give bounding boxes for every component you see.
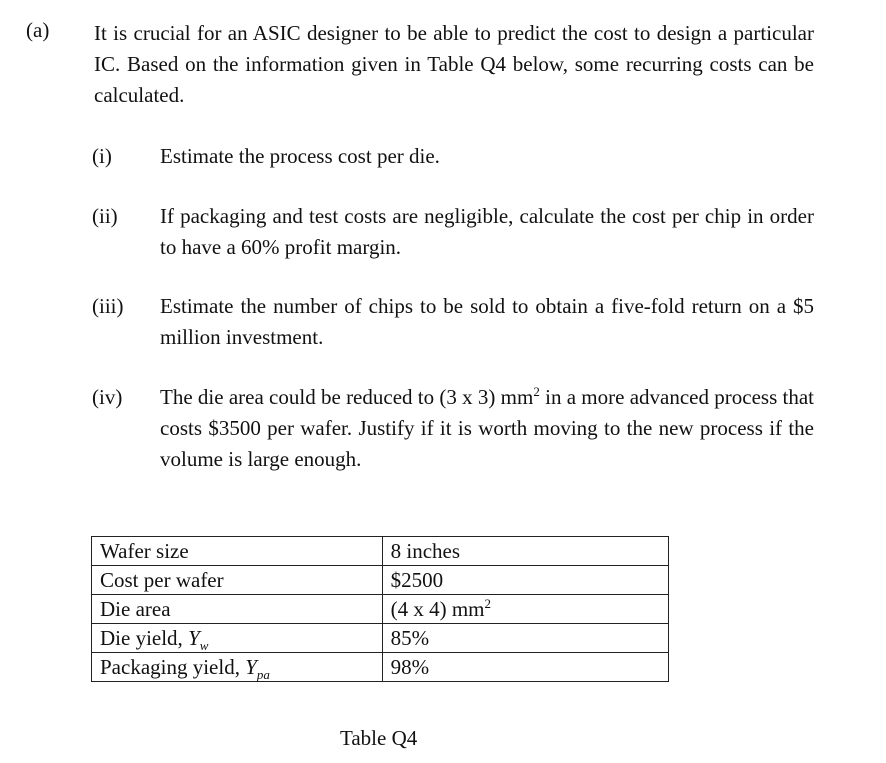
table-cell-param: [92, 624, 383, 653]
packaging-yield-label: Packaging yield,: [100, 655, 246, 679]
table-row: [92, 653, 669, 682]
die-area-value: (4 x 4) mm: [390, 597, 485, 621]
part-number-iv: (iv): [92, 385, 123, 409]
table-cell-param: Wafer size: [92, 537, 383, 566]
table-cell-param: Cost per wafer: [92, 566, 383, 595]
part-text-i: Estimate the process cost per die.: [160, 144, 440, 168]
die-yield-var: Y: [188, 626, 200, 650]
part-text-ii: If packaging and test costs are negligible, calculate the cost per chip in order to have a 60% profit margin.: [160, 204, 814, 259]
die-yield-label: Die yield,: [100, 626, 189, 650]
part-number-i: (i): [92, 144, 112, 168]
part-text-iv: [160, 382, 814, 475]
table-cell-value: [382, 595, 668, 624]
part-text-iv-pre: The die area could be reduced to (3 x 3) mm: [160, 385, 534, 409]
die-area-sup: 2: [484, 596, 492, 611]
question-intro: It is crucial for an ASIC designer to be able to predict the cost to design a particular IC. Based on the information given in Table Q4 below, some recurring costs can be calculated.: [94, 21, 814, 107]
table-row: [92, 566, 669, 595]
table-cell-param: [92, 653, 383, 682]
table-row: [92, 537, 669, 566]
packaging-yield-sub: pa: [256, 667, 270, 683]
packaging-yield-var: Y: [245, 655, 257, 679]
part-number-iii: (iii): [92, 294, 124, 318]
question-label: (a): [26, 18, 50, 42]
part-number-ii: (ii): [92, 204, 118, 228]
table-cell-value: 85%: [382, 624, 668, 653]
table-row: [92, 595, 669, 624]
table-cell-param: Die area: [92, 595, 383, 624]
part-text-iv-post: in a more advanced process that costs $3500 per wafer. Justify if it is worth moving to the new process if the volume is large enough.: [160, 385, 814, 471]
parameters-table: [91, 536, 669, 682]
table-cell-value: 98%: [382, 653, 668, 682]
table-cell-value: $2500: [382, 566, 668, 595]
die-yield-sub: w: [199, 638, 209, 654]
table-caption: Table Q4: [340, 726, 418, 750]
part-text-iii: Estimate the number of chips to be sold to obtain a five-fold return on a $5 million investment.: [160, 294, 814, 349]
table-cell-value: 8 inches: [382, 537, 668, 566]
part-text-iv-sup: 2: [533, 384, 540, 399]
table-row: [92, 624, 669, 653]
